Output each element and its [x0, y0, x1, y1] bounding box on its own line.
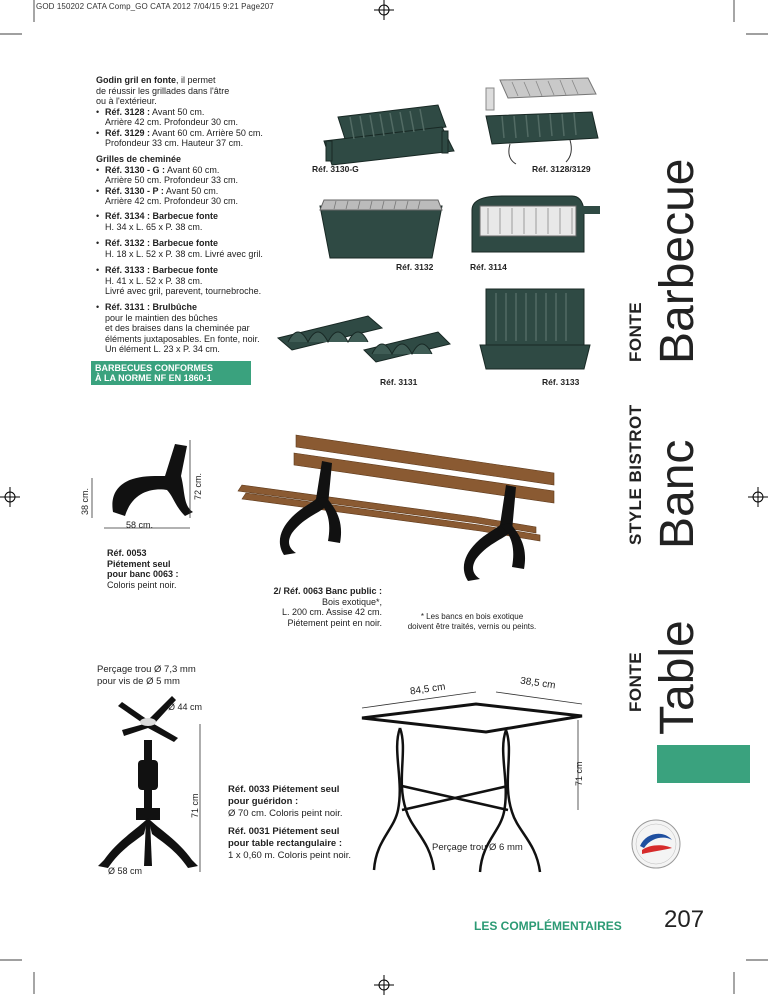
bench-dim-72: 72 cm.: [193, 472, 203, 500]
table-dim-84: 84,5 cm: [409, 681, 447, 698]
side-fonte-2: FONTE: [626, 651, 645, 712]
caption-3131: Réf. 3131: [380, 377, 418, 387]
bench-leg-text: Réf. 0053 Piétement seul pour banc 0063 : Coloris peint noir.: [107, 548, 179, 590]
gueridon-height-dim: 71 cm: [190, 793, 200, 818]
product-3131: • Réf. 3131 : Brulbûche pour le maintien des bûches et des braises dans la cheminée par éléments juxtaposables. En fonte, noir. Un élément L. 23 x P. 34 cm.: [96, 302, 296, 355]
side-table: Table: [651, 620, 704, 735]
bench-dim-58: 58 cm.: [126, 520, 154, 530]
intro-block: Godin gril en fonte, il permet de réussir les grillades dans l'âtre ou à l'extérieur. • Réf. 3128 : Avant 50 cm. Arrière 42 cm. Profondeur 30 cm. • Réf. 3129 : Avant 60 cm. Arrière 50 cm. Profondeur 33 cm. Hauteur 37 cm.: [96, 75, 296, 149]
bench-dim-38: 38 cm.: [80, 487, 90, 515]
caption-3130g: Réf. 3130-G: [312, 164, 359, 174]
barbecue-3132-image: [316, 196, 446, 266]
side-style-bistrot: STYLE BISTROT: [626, 404, 645, 545]
product-3132: • Réf. 3132 : Barbecue fonte H. 18 x L. 52 x P. 38 cm. Livré avec gril.: [96, 238, 296, 259]
table-hole-text: Perçage trou Ø 6 mm: [432, 842, 523, 853]
grilles-title: Grilles de cheminée: [96, 154, 182, 164]
brulbuche-3131-image: [272, 298, 472, 378]
caption-3133: Réf. 3133: [542, 377, 580, 387]
product-3133: • Réf. 3133 : Barbecue fonte H. 41 x L. 52 x P. 38 cm. Livré avec gril, parevent, tournebroche.: [96, 265, 296, 297]
section-label: LES COMPLÉMENTAIRES: [474, 919, 622, 933]
grilles-block: Grilles de cheminée • Réf. 3130 - G : Avant 60 cm. Arrière 50 cm. Profondeur 33 cm. • Réf. 3130 - P : Avant 50 cm. Arrière 42 cm. Profondeur 30 cm.: [96, 154, 296, 207]
bench-leg-dims: [90, 440, 230, 530]
gueridon-hole-text: Perçage trou Ø 7,3 mm pour vis de Ø 5 mm: [97, 664, 196, 687]
gueridon-text: Réf. 0033 Piétement seul pour guéridon : Ø 70 cm. Coloris peint noir. Réf. 0031 Piétement seul pour table rectangulaire : 1 x 0,60 m. Coloris peint noir.: [228, 784, 352, 861]
print-slug: GOD 150202 CATA Comp_GO CATA 2012 7/04/15 9:21 Page207: [36, 2, 274, 11]
caption-3132: Réf. 3132: [396, 262, 434, 272]
gueridon-top-dim: Ø 44 cm: [168, 702, 203, 712]
side-banc: Banc: [651, 439, 704, 549]
bench-text: 2/ Réf. 0063 Banc public : Bois exotique*, L. 200 cm. Assise 42 cm. Piétement peint en noir.: [273, 586, 382, 628]
bench-image: [236, 425, 566, 595]
table-dim-38: 38,5 cm: [519, 675, 557, 692]
table-height-dim: 71 cm: [574, 761, 584, 786]
side-barbecue: Barbecue: [651, 158, 704, 364]
table-image: [356, 690, 596, 890]
norm-badge: BARBECUES CONFORMES À LA NORME NF EN 1860-1: [91, 361, 251, 385]
barbecue-3114-image: [462, 192, 602, 260]
grill-3128-image: [480, 76, 600, 166]
intro-title: Godin gril en fonte: [96, 75, 176, 85]
caption-3114: Réf. 3114: [470, 262, 507, 272]
gueridon-base-dim: Ø 58 cm: [108, 866, 143, 876]
bench-note: * Les bancs en bois exotique doivent être traités, vernis ou peints.: [407, 612, 537, 631]
quality-seal-icon: [630, 818, 682, 870]
side-fonte-1: FONTE: [626, 301, 645, 362]
accent-block: [657, 745, 750, 783]
grille-3130g-image: [318, 97, 458, 167]
barbecue-3133-image: [476, 285, 596, 375]
caption-3128: Réf. 3128/3129: [532, 164, 591, 174]
page-number: 207: [664, 906, 705, 933]
product-3134: • Réf. 3134 : Barbecue fonte H. 34 x L. 65 x P. 38 cm.: [96, 211, 296, 232]
